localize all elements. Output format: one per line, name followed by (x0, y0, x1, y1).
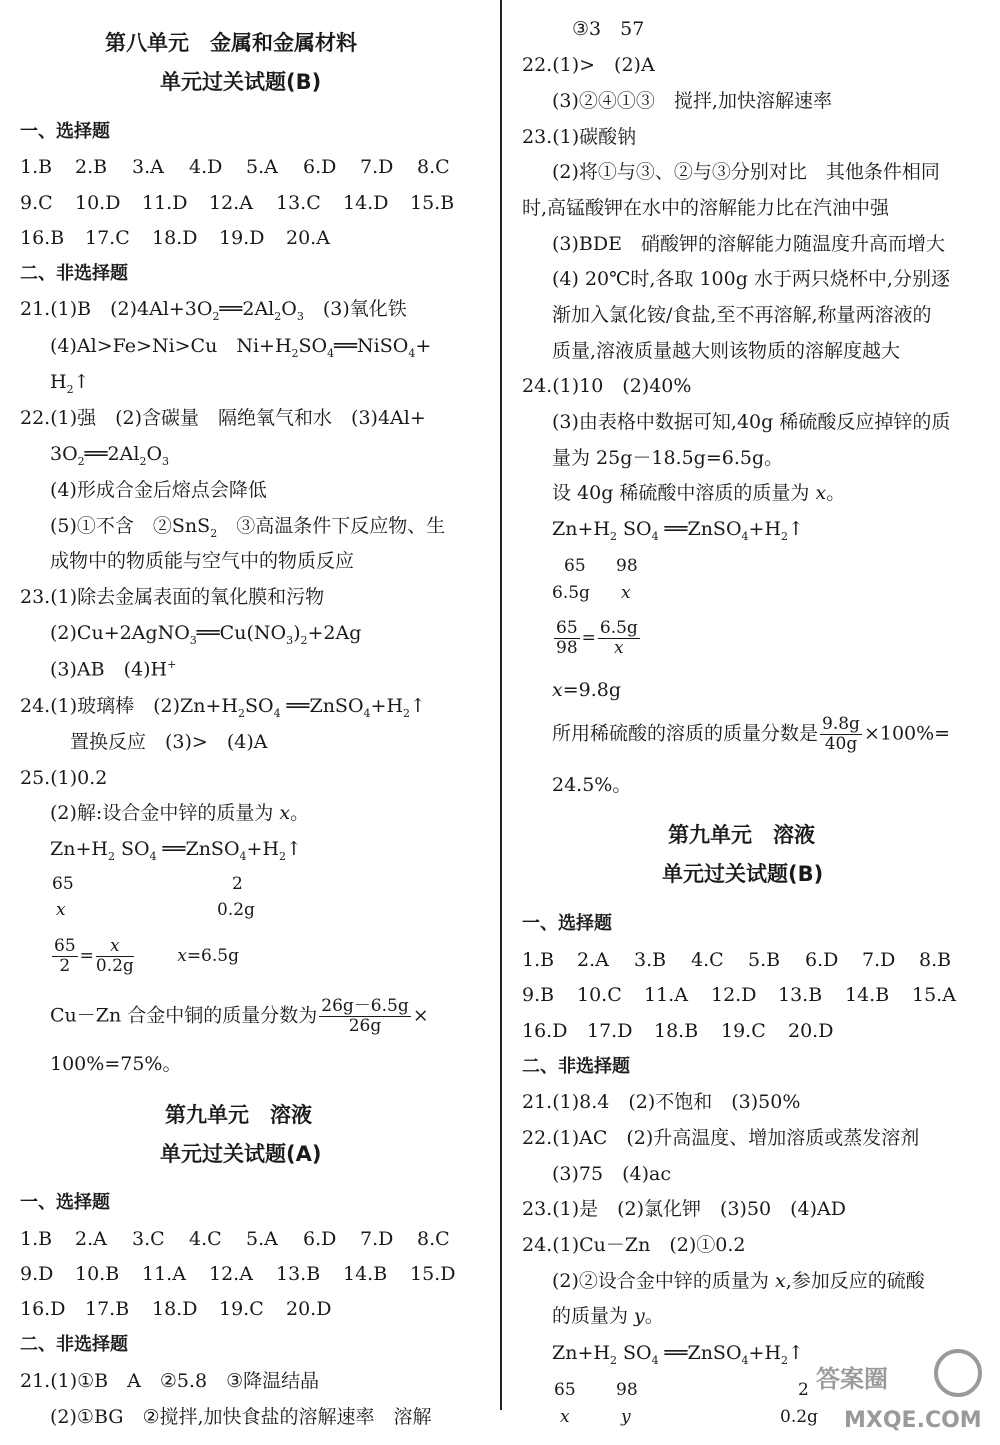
mc-answer: 1.B (20, 1228, 53, 1250)
watermark-icon (808, 1345, 998, 1440)
mc-answer: 14.D (343, 192, 389, 214)
answer-line: (4)形成合金后熔点会降低 (50, 479, 267, 501)
mc-answer: 4.D (189, 156, 223, 178)
mc-answer: 8.C (417, 1228, 450, 1250)
section-heading-nonchoice: 二、非选择题 (20, 263, 128, 284)
mc-row-2 (522, 986, 956, 1005)
mc-answer: 18.B (654, 1020, 699, 1042)
mc-answer: 3.B (634, 949, 667, 971)
mc-answer: 16.D (522, 1020, 568, 1042)
mass-fraction: 所用稀硫酸的溶质的质量分数是 $\frac{9.8g}{40g}$ ×100%= (552, 714, 951, 754)
answer-line: 22.(1)强 (2)含碳量 隔绝氧气和水 (3)4Al+ (20, 407, 426, 429)
mc-answer: 4.C (691, 949, 724, 971)
variable: x (560, 1407, 570, 1427)
mc-answer: 10.B (75, 1263, 120, 1285)
mc-answer: 17.D (587, 1020, 633, 1042)
mc-row-3 (20, 229, 330, 248)
answer-line: 时,高锰酸钾在水中的溶解能力比在汽油中强 (522, 197, 890, 219)
unit8-subtitle: 单元过关试题(B) (160, 70, 322, 94)
mc-row-2 (20, 1265, 455, 1284)
mc-answer: 19.C (721, 1020, 766, 1042)
mc-answer: 11.D (142, 192, 188, 214)
answer-line: (2)解:设合金中锌的质量为 x。 (50, 802, 310, 824)
answer-line: 23.(1)是 (2)氯化钾 (3)50 (4)AD (522, 1198, 847, 1220)
answer-line: 质量,溶液质量越大则该物质的溶解度越大 (552, 340, 901, 362)
mc-answer: 15.B (410, 192, 455, 214)
mc-answer: 10.D (75, 192, 121, 214)
answer-line: 24.5%。 (552, 774, 632, 796)
unit8-title: 第八单元 金属和金属材料 (105, 31, 357, 55)
answer-line: 24.(1)玻璃棒 $(2)Zn+H_2SO_4$ $══ZnSO_4+H_2↑$ (20, 695, 426, 720)
mc-answer: 14.B (343, 1263, 388, 1285)
mc-answer: 1.B (20, 156, 53, 178)
answer-line: 成物中的物质能与空气中的物质反应 (50, 550, 355, 572)
answer-line: 量为 25g－18.5g=6.5g。 (552, 447, 784, 469)
answer-line: ③3 57 (572, 18, 645, 40)
mc-answer: 12.A (209, 192, 253, 214)
molar-mass: 98 (616, 556, 638, 576)
answer-line: (4)Al>Fe>Ni>Cu $Ni+H_2SO_4══NiSO_4+$ (50, 335, 432, 360)
mc-answer: 2.A (577, 949, 609, 971)
answer-line: (2)①BG ②搅拌,加快食盐的溶解速率 溶解 (50, 1406, 432, 1428)
answer-line: 23.(1)碳酸钠 (522, 126, 637, 148)
answer-line: 100%=75%。 (50, 1053, 182, 1075)
mc-answer: 15.D (410, 1263, 456, 1285)
mc-answer: 13.C (276, 192, 321, 214)
mc-answer: 14.B (845, 984, 890, 1006)
mc-answer: 18.D (152, 227, 198, 249)
mc-answer: 6.D (303, 156, 337, 178)
molar-mass: 65 (554, 1380, 576, 1400)
mc-row-1 (522, 951, 951, 970)
answer-line: (3)②④①③ 搅拌,加快溶解速率 (552, 90, 832, 112)
mc-answer: 11.A (142, 1263, 186, 1285)
mc-answer: 3.A (132, 156, 164, 178)
equation: $Zn+H_2$ $SO_4$ $══ZnSO_4+H_2↑$ (552, 1342, 804, 1367)
mass-fraction: Cu－Zn 合金中铜的质量分数为 $\frac{26g-6.5g}{26g}$ × (50, 996, 429, 1036)
section-heading-nonchoice: 二、非选择题 (20, 1334, 128, 1355)
mc-answer: 9.B (522, 984, 555, 1006)
equation: $Zn+H_2$ $SO_4$ $══ZnSO_4+H_2↑$ (552, 518, 804, 543)
answer-line: 25.(1)0.2 (20, 767, 108, 789)
mc-answer: 16.B (20, 227, 65, 249)
watermark-logo (808, 1345, 998, 1440)
mc-answer: 19.C (219, 1298, 264, 1320)
mc-answer: 9.C (20, 192, 53, 214)
answer-line: 置换反应 (3)> (4)A (70, 731, 268, 753)
answer-line: 21.(1)①B A ②5.8 ③降温结晶 (20, 1370, 320, 1392)
mc-answer: 8.C (417, 156, 450, 178)
watermark-text: 答案圈 (816, 1365, 888, 1393)
mc-answer: 5.A (246, 156, 278, 178)
answer-line: 21.(1)8.4 (2)不饱和 (3)50% (522, 1091, 801, 1113)
answer-line: 渐加入氯化铵/食盐,至不再溶解,称量两溶液的 (552, 304, 932, 326)
mc-answer: 20.A (286, 227, 330, 249)
answer-line: 24.(1)Cu－Zn (2)①0.2 (522, 1234, 746, 1256)
mc-answer: 3.C (132, 1228, 165, 1250)
column-divider (500, 0, 502, 1410)
section-heading-choice: 一、选择题 (20, 1192, 110, 1213)
proportion: $\frac{65}{98}$ = $\frac{6.5g}{x}$ (556, 618, 638, 658)
answer-line: (3)AB (4)H+ (50, 658, 177, 681)
given-mass: 0.2g (217, 900, 255, 920)
mc-answer: 8.B (919, 949, 952, 971)
answer-line: (3)BDE 硝酸钾的溶解能力随温度升高而增大 (552, 233, 945, 255)
answer-line: 22.(1)> (2)A (522, 54, 655, 76)
mc-answer: 20.D (286, 1298, 332, 1320)
section-heading-nonchoice: 二、非选择题 (522, 1056, 630, 1077)
mc-answer: 20.D (788, 1020, 834, 1042)
mc-row-3 (522, 1022, 833, 1041)
answer-line: $3O_2══2Al_2O_3$ (50, 443, 170, 468)
mc-answer: 7.D (862, 949, 896, 971)
mc-answer: 19.D (219, 227, 265, 249)
mc-answer: 7.D (360, 1228, 394, 1250)
answer-line: x=9.8g (552, 679, 622, 701)
mc-answer: 16.D (20, 1298, 66, 1320)
answer-line: 的质量为 y。 (552, 1305, 664, 1327)
answer-line: $(2)Cu+2AgNO_3══Cu(NO_3)_2+2Ag$ (50, 622, 362, 647)
answer-line: (3)75 (4)ac (552, 1163, 671, 1185)
mc-answer: 2.A (75, 1228, 107, 1250)
variable: y (621, 1407, 631, 1427)
unit9b-subtitle: 单元过关试题(B) (662, 862, 824, 886)
mc-answer: 15.A (912, 984, 956, 1006)
equation: $Zn+H_2$ $SO_4$ $══ZnSO_4+H_2↑$ (50, 838, 302, 863)
variable: x (621, 583, 631, 603)
section-heading-choice: 一、选择题 (522, 913, 612, 934)
mc-answer: 6.D (805, 949, 839, 971)
mc-answer: 12.D (711, 984, 757, 1006)
unit9-title: 第九单元 溶液 (165, 1103, 312, 1127)
given-mass: 0.2g (780, 1407, 818, 1427)
mc-answer: 17.C (85, 227, 130, 249)
mc-answer: 12.A (209, 1263, 253, 1285)
mc-answer: 13.B (276, 1263, 321, 1285)
mc-row-3 (20, 1300, 331, 1319)
answer-line: (5)①不含 ②SnS$_2$ ③高温条件下反应物、生 (50, 515, 446, 540)
mc-row-1 (20, 158, 450, 177)
mc-row-2 (20, 194, 454, 213)
mc-answer: 13.B (778, 984, 823, 1006)
given-mass: 6.5g (552, 583, 590, 603)
answer-line: $H_2↑$ (50, 371, 90, 396)
mc-answer: 5.B (748, 949, 781, 971)
mc-answer: 11.A (644, 984, 688, 1006)
mc-row-1 (20, 1230, 450, 1249)
variable: x (56, 900, 66, 920)
unit9a-subtitle: 单元过关试题(A) (160, 1142, 322, 1166)
molar-mass: 2 (232, 874, 243, 894)
unit9-title: 第九单元 溶液 (668, 823, 815, 847)
mc-answer: 4.C (189, 1228, 222, 1250)
mc-answer: 6.D (303, 1228, 337, 1250)
mc-answer: 5.A (246, 1228, 278, 1250)
molar-mass: 98 (616, 1380, 638, 1400)
mc-answer: 18.D (152, 1298, 198, 1320)
answer-line: 23.(1)除去金属表面的氧化膜和污物 (20, 586, 325, 608)
mc-answer: 17.B (85, 1298, 130, 1320)
molar-mass: 65 (52, 874, 74, 894)
answer-line: 22.(1)AC (2)升高温度、增加溶质或蒸发溶剂 (522, 1127, 920, 1149)
mc-answer: 1.B (522, 949, 555, 971)
mc-answer: 2.B (75, 156, 108, 178)
answer-line: (4) 20℃时,各取 100g 水于两只烧杯中,分别逐 (552, 268, 950, 290)
mc-answer: 9.D (20, 1263, 54, 1285)
proportion: $\frac{65}{2}$ = $\frac{x}{0.2g}$ x=6.5g (54, 936, 239, 976)
answer-line: (3)由表格中数据可知,40g 稀硫酸反应掉锌的质 (552, 411, 951, 433)
watermark-url: MXQE.COM (844, 1408, 982, 1433)
section-heading-choice: 一、选择题 (20, 121, 110, 142)
answer-line: (2)将①与③、②与③分别对比 其他条件相同 (552, 161, 940, 183)
answer-line: 设 40g 稀硫酸中溶质的质量为 x。 (552, 482, 846, 504)
mc-answer: 10.C (577, 984, 622, 1006)
answer-line: (2)②设合金中锌的质量为 x,参加反应的硫酸 (552, 1270, 925, 1292)
molar-mass: 2 (798, 1380, 809, 1400)
answer-line: 21.(1)B $(2)4Al+3O_2══2Al_2O_3$ (3)氧化铁 (20, 298, 407, 323)
mc-answer: 7.D (360, 156, 394, 178)
answer-line: 24.(1)10 (2)40% (522, 375, 692, 397)
molar-mass: 65 (564, 556, 586, 576)
